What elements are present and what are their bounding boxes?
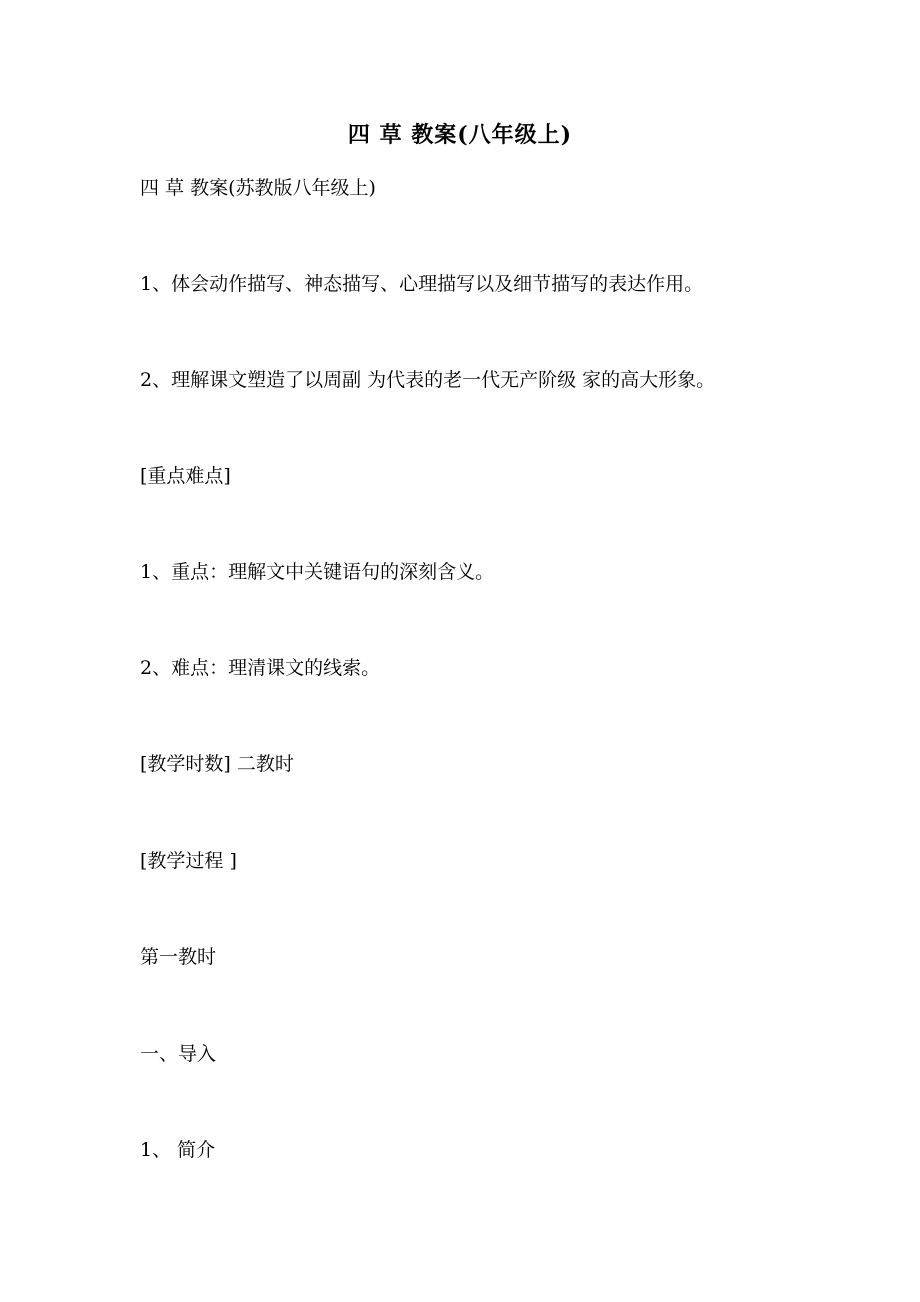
- document-title: 四 草 教案(八年级上): [347, 122, 573, 148]
- section-heading-key-points: [重点难点]: [140, 465, 231, 487]
- difficulty-line: 2、难点：理清课文的线索。: [140, 657, 381, 679]
- key-point-line: 1、重点：理解文中关键语句的深刻含义。: [140, 561, 495, 583]
- objective-line-2: 2、理解课文塑造了以周副 为代表的老一代无产阶级 家的高大形象。: [140, 369, 716, 391]
- step-heading-introduction: 一、导入: [140, 1043, 217, 1065]
- objective-line-1: 1、体会动作描写、神态描写、心理描写以及细节描写的表达作用。: [140, 273, 704, 295]
- lesson-heading: 第一教时: [140, 946, 217, 968]
- section-heading-teaching-hours: [教学时数] 二教时: [140, 753, 294, 775]
- document-subtitle: 四 草 教案(苏教版八年级上): [140, 177, 376, 199]
- step-item-brief: 1、 简介: [140, 1139, 216, 1161]
- section-heading-teaching-process: [教学过程 ]: [140, 850, 237, 872]
